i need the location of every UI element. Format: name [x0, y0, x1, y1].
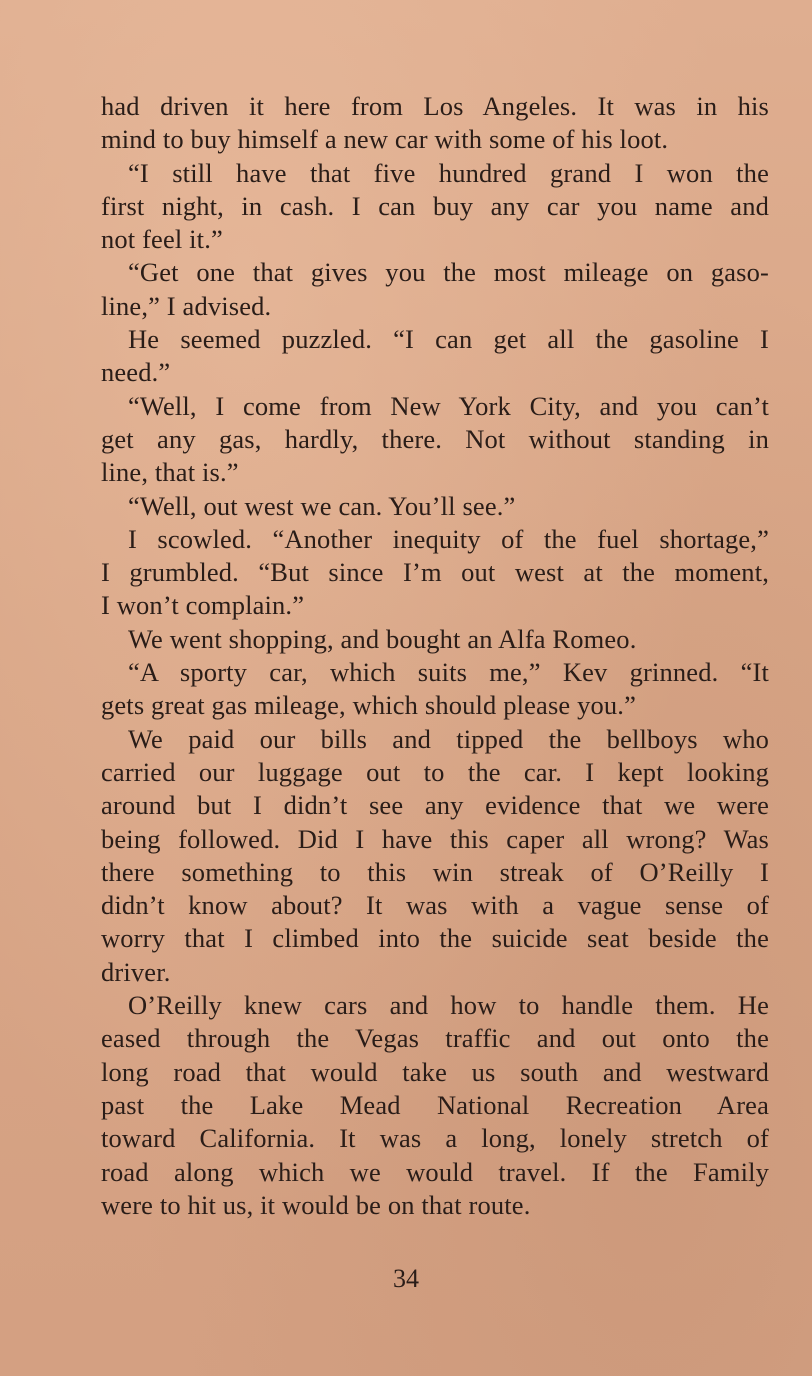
text-line: We paid our bills and tipped the bellboys who — [128, 723, 769, 754]
text-line: line,” I advised. — [101, 290, 272, 321]
text-line: around but I didn’t see any evidence that we were — [101, 790, 769, 821]
text-line: We went shopping, and bought an Alfa Romeo. — [128, 623, 637, 654]
text-line: were to hit us, it would be on that route. — [101, 1189, 531, 1220]
text-line: “A sporty car, which suits me,” Kev grinned. “It — [128, 657, 769, 688]
text-line: there something to this win streak of O’Reilly I — [101, 856, 769, 887]
text-line: I scowled. “Another inequity of the fuel shortage,” — [128, 523, 769, 554]
text-line: get any gas, hardly, there. Not without standing in — [101, 423, 769, 454]
text-line: driver. — [101, 956, 171, 987]
text-line: didn’t know about? It was with a vague sense of — [101, 890, 769, 921]
text-line: need.” — [101, 357, 171, 388]
text-line: mind to buy himself a new car with some of his loot. — [101, 124, 669, 155]
text-line: worry that I climbed into the suicide seat beside the — [101, 923, 769, 954]
text-line: “I still have that five hundred grand I won the — [128, 157, 769, 188]
text-line: “Get one that gives you the most mileage on gaso- — [128, 257, 769, 288]
text-line: toward California. It was a long, lonely stretch of — [101, 1123, 769, 1154]
text-line: He seemed puzzled. “I can get all the gasoline I — [128, 324, 769, 355]
text-line: carried our luggage out to the car. I kept looking — [101, 756, 769, 787]
text-line: gets great gas mileage, which should please you.” — [101, 690, 636, 721]
text-line: eased through the Vegas traffic and out onto the — [101, 1023, 769, 1054]
text-line: had driven it here from Los Angeles. It was in his — [101, 91, 769, 121]
text-line: line, that is.” — [101, 457, 239, 488]
text-line: past the Lake Mead National Recreation Area — [101, 1089, 769, 1120]
text-line: O’Reilly knew cars and how to handle them. He — [128, 990, 769, 1021]
body-text — [101, 90, 769, 1222]
text-line: I grumbled. “But since I’m out west at the moment, — [101, 557, 769, 588]
text-line: I won’t complain.” — [101, 590, 305, 621]
page-number: 34 — [393, 1264, 419, 1293]
text-line: road along which we would travel. If the Family — [101, 1156, 769, 1187]
text-line: “Well, I come from New York City, and you can’t — [128, 390, 769, 421]
text-line: being followed. Did I have this caper all wrong? Was — [101, 823, 769, 854]
text-line: long road that would take us south and westward — [101, 1056, 769, 1087]
text-line: “Well, out west we can. You’ll see.” — [128, 490, 516, 521]
text-line: not feel it.” — [101, 224, 223, 255]
text-line: first night, in cash. I can buy any car you name and — [101, 190, 769, 221]
